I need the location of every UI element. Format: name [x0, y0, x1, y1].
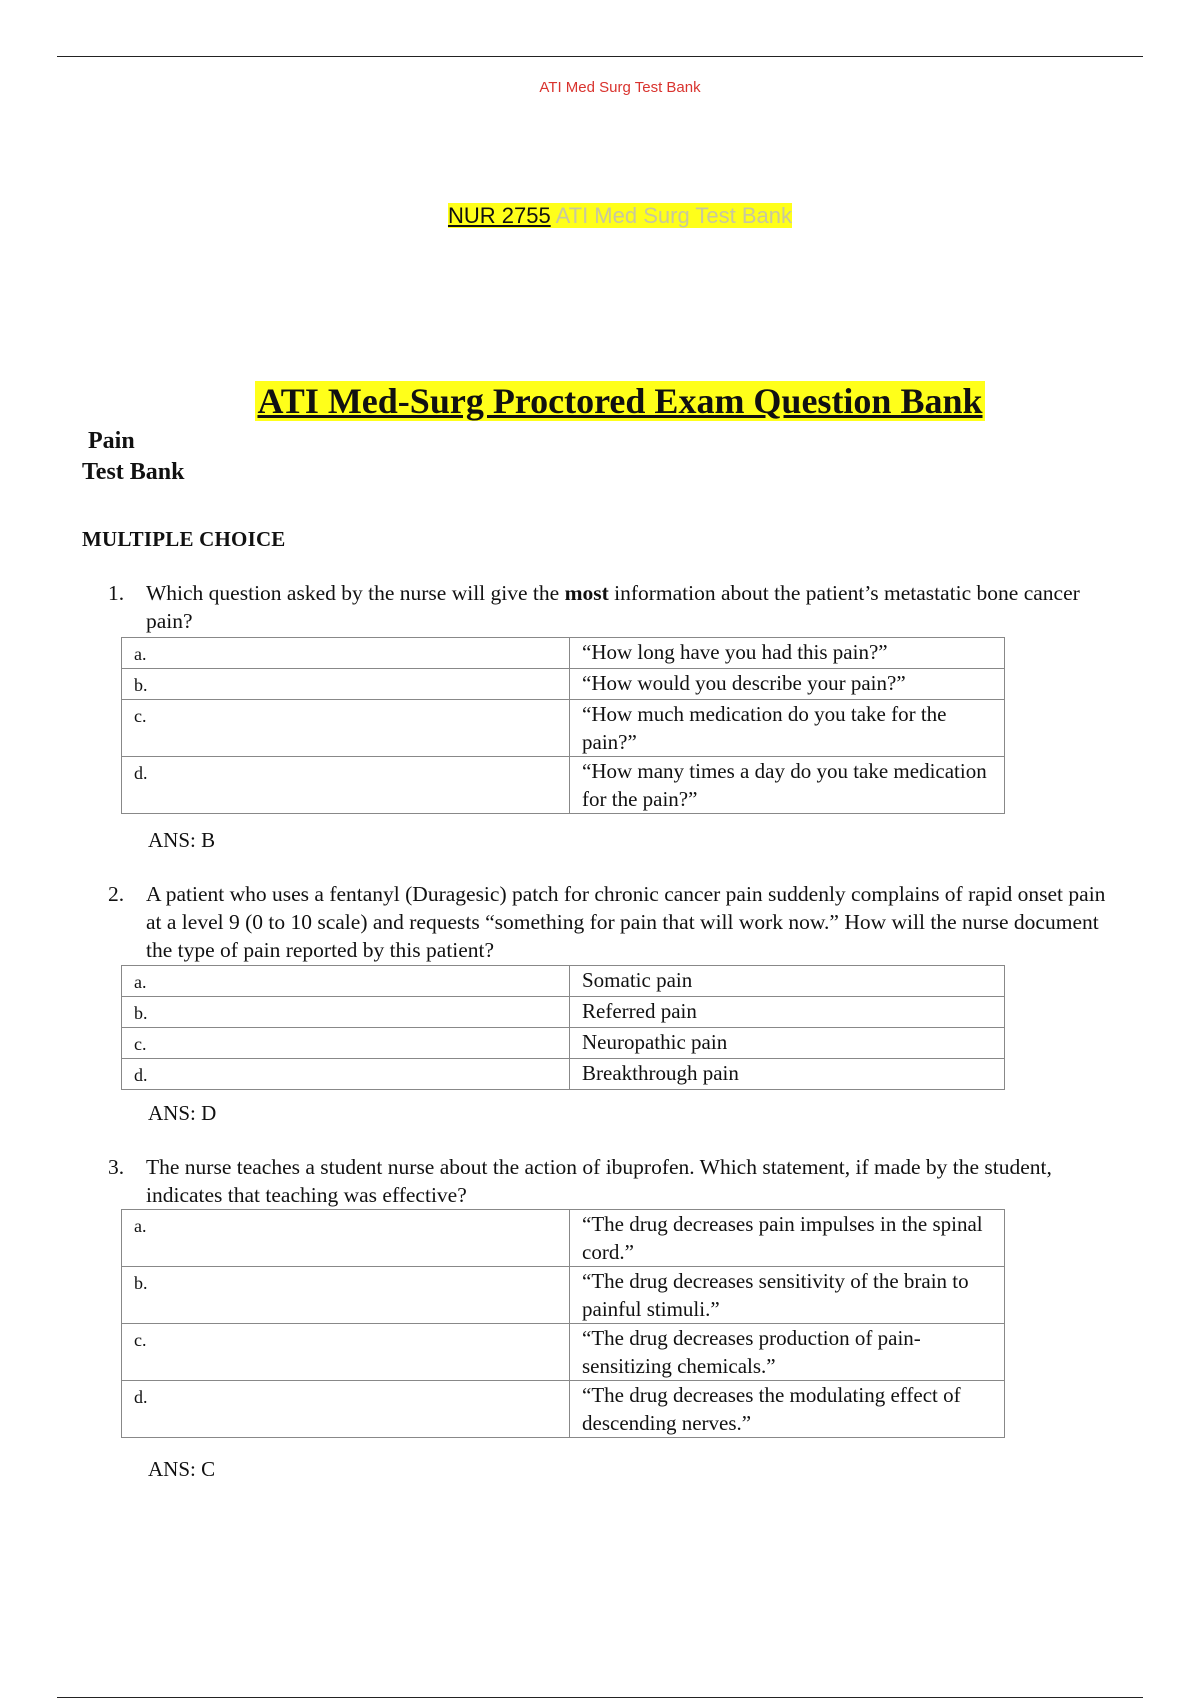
choice-letter: c. [122, 700, 570, 757]
choice-text: “The drug decreases production of pain-sensitizing chemicals.” [570, 1324, 1005, 1381]
section-heading: MULTIPLE CHOICE [82, 527, 286, 551]
question-number: 3. [108, 1155, 125, 1179]
choice-text: “The drug decreases pain impulses in the spinal cord.” [570, 1210, 1005, 1267]
choices-table-2 [121, 965, 1005, 1090]
question-text: Which question asked by the nurse will give the most information about the patient’s metastatic bone cancer pain? [146, 581, 1080, 633]
choice-letter: a. [122, 1210, 570, 1267]
choice-row [122, 1028, 1005, 1059]
choices-table-3 [121, 1209, 1005, 1438]
choice-letter: c. [122, 1028, 570, 1059]
choice-text: Breakthrough pain [570, 1059, 1005, 1090]
choice-letter: d. [122, 1059, 570, 1090]
question-2 [108, 880, 1108, 964]
choice-text: Neuropathic pain [570, 1028, 1005, 1059]
choice-row [122, 1210, 1005, 1267]
choice-row [122, 1381, 1005, 1438]
choice-row [122, 638, 1005, 669]
choice-text: Somatic pain [570, 966, 1005, 997]
page-title [0, 380, 1200, 422]
choice-letter: b. [122, 669, 570, 700]
page-title-text: ATI Med-Surg Proctored Exam Question Bank [257, 381, 983, 421]
question-3 [108, 1153, 1108, 1209]
choice-text: Referred pain [570, 997, 1005, 1028]
question-1 [108, 579, 1108, 635]
choice-row [122, 1267, 1005, 1324]
choice-text: “How long have you had this pain?” [570, 638, 1005, 669]
choice-letter: d. [122, 1381, 570, 1438]
choice-letter: d. [122, 757, 570, 814]
course-code: NUR 2755 [447, 203, 551, 228]
topic-heading: Pain [88, 428, 135, 454]
course-line [0, 203, 1200, 229]
question-text: The nurse teaches a student nurse about the action of ibuprofen. Which statement, if made by the student, indicates that teaching was effective? [146, 1155, 1052, 1207]
choice-text: “How many times a day do you take medication for the pain?” [570, 757, 1005, 814]
answer-2: ANS: D [148, 1101, 217, 1125]
course-title: ATI Med Surg Test Bank [550, 203, 793, 228]
choices-table-1 [121, 637, 1005, 814]
choice-text: “How would you describe your pain?” [570, 669, 1005, 700]
choice-letter: c. [122, 1324, 570, 1381]
choice-text: “The drug decreases the modulating effect of descending nerves.” [570, 1381, 1005, 1438]
question-text: A patient who uses a fentanyl (Duragesic) patch for chronic cancer pain suddenly complains of rapid onset pain at a level 9 (0 to 10 scale) and requests “something for pain that will work now.” How will the nurse document the type of pain reported by this patient? [146, 882, 1106, 962]
question-number: 1. [108, 581, 125, 605]
choice-letter: b. [122, 1267, 570, 1324]
choice-letter: b. [122, 997, 570, 1028]
answer-3: ANS: C [148, 1457, 216, 1481]
choice-row [122, 669, 1005, 700]
choice-row [122, 966, 1005, 997]
answer-1: ANS: B [148, 828, 216, 852]
choice-letter: a. [122, 638, 570, 669]
question-number: 2. [108, 882, 125, 906]
subtopic-heading: Test Bank [82, 459, 185, 485]
choice-row [122, 1324, 1005, 1381]
choice-text: “The drug decreases sensitivity of the brain to painful stimuli.” [570, 1267, 1005, 1324]
choice-letter: a. [122, 966, 570, 997]
running-header: ATI Med Surg Test Bank [539, 79, 701, 96]
bottom-rule [57, 1697, 1143, 1698]
top-rule [57, 56, 1143, 57]
choice-row [122, 997, 1005, 1028]
choice-text: “How much medication do you take for the pain?” [570, 700, 1005, 757]
choice-row [122, 1059, 1005, 1090]
choice-row [122, 700, 1005, 757]
choice-row [122, 757, 1005, 814]
